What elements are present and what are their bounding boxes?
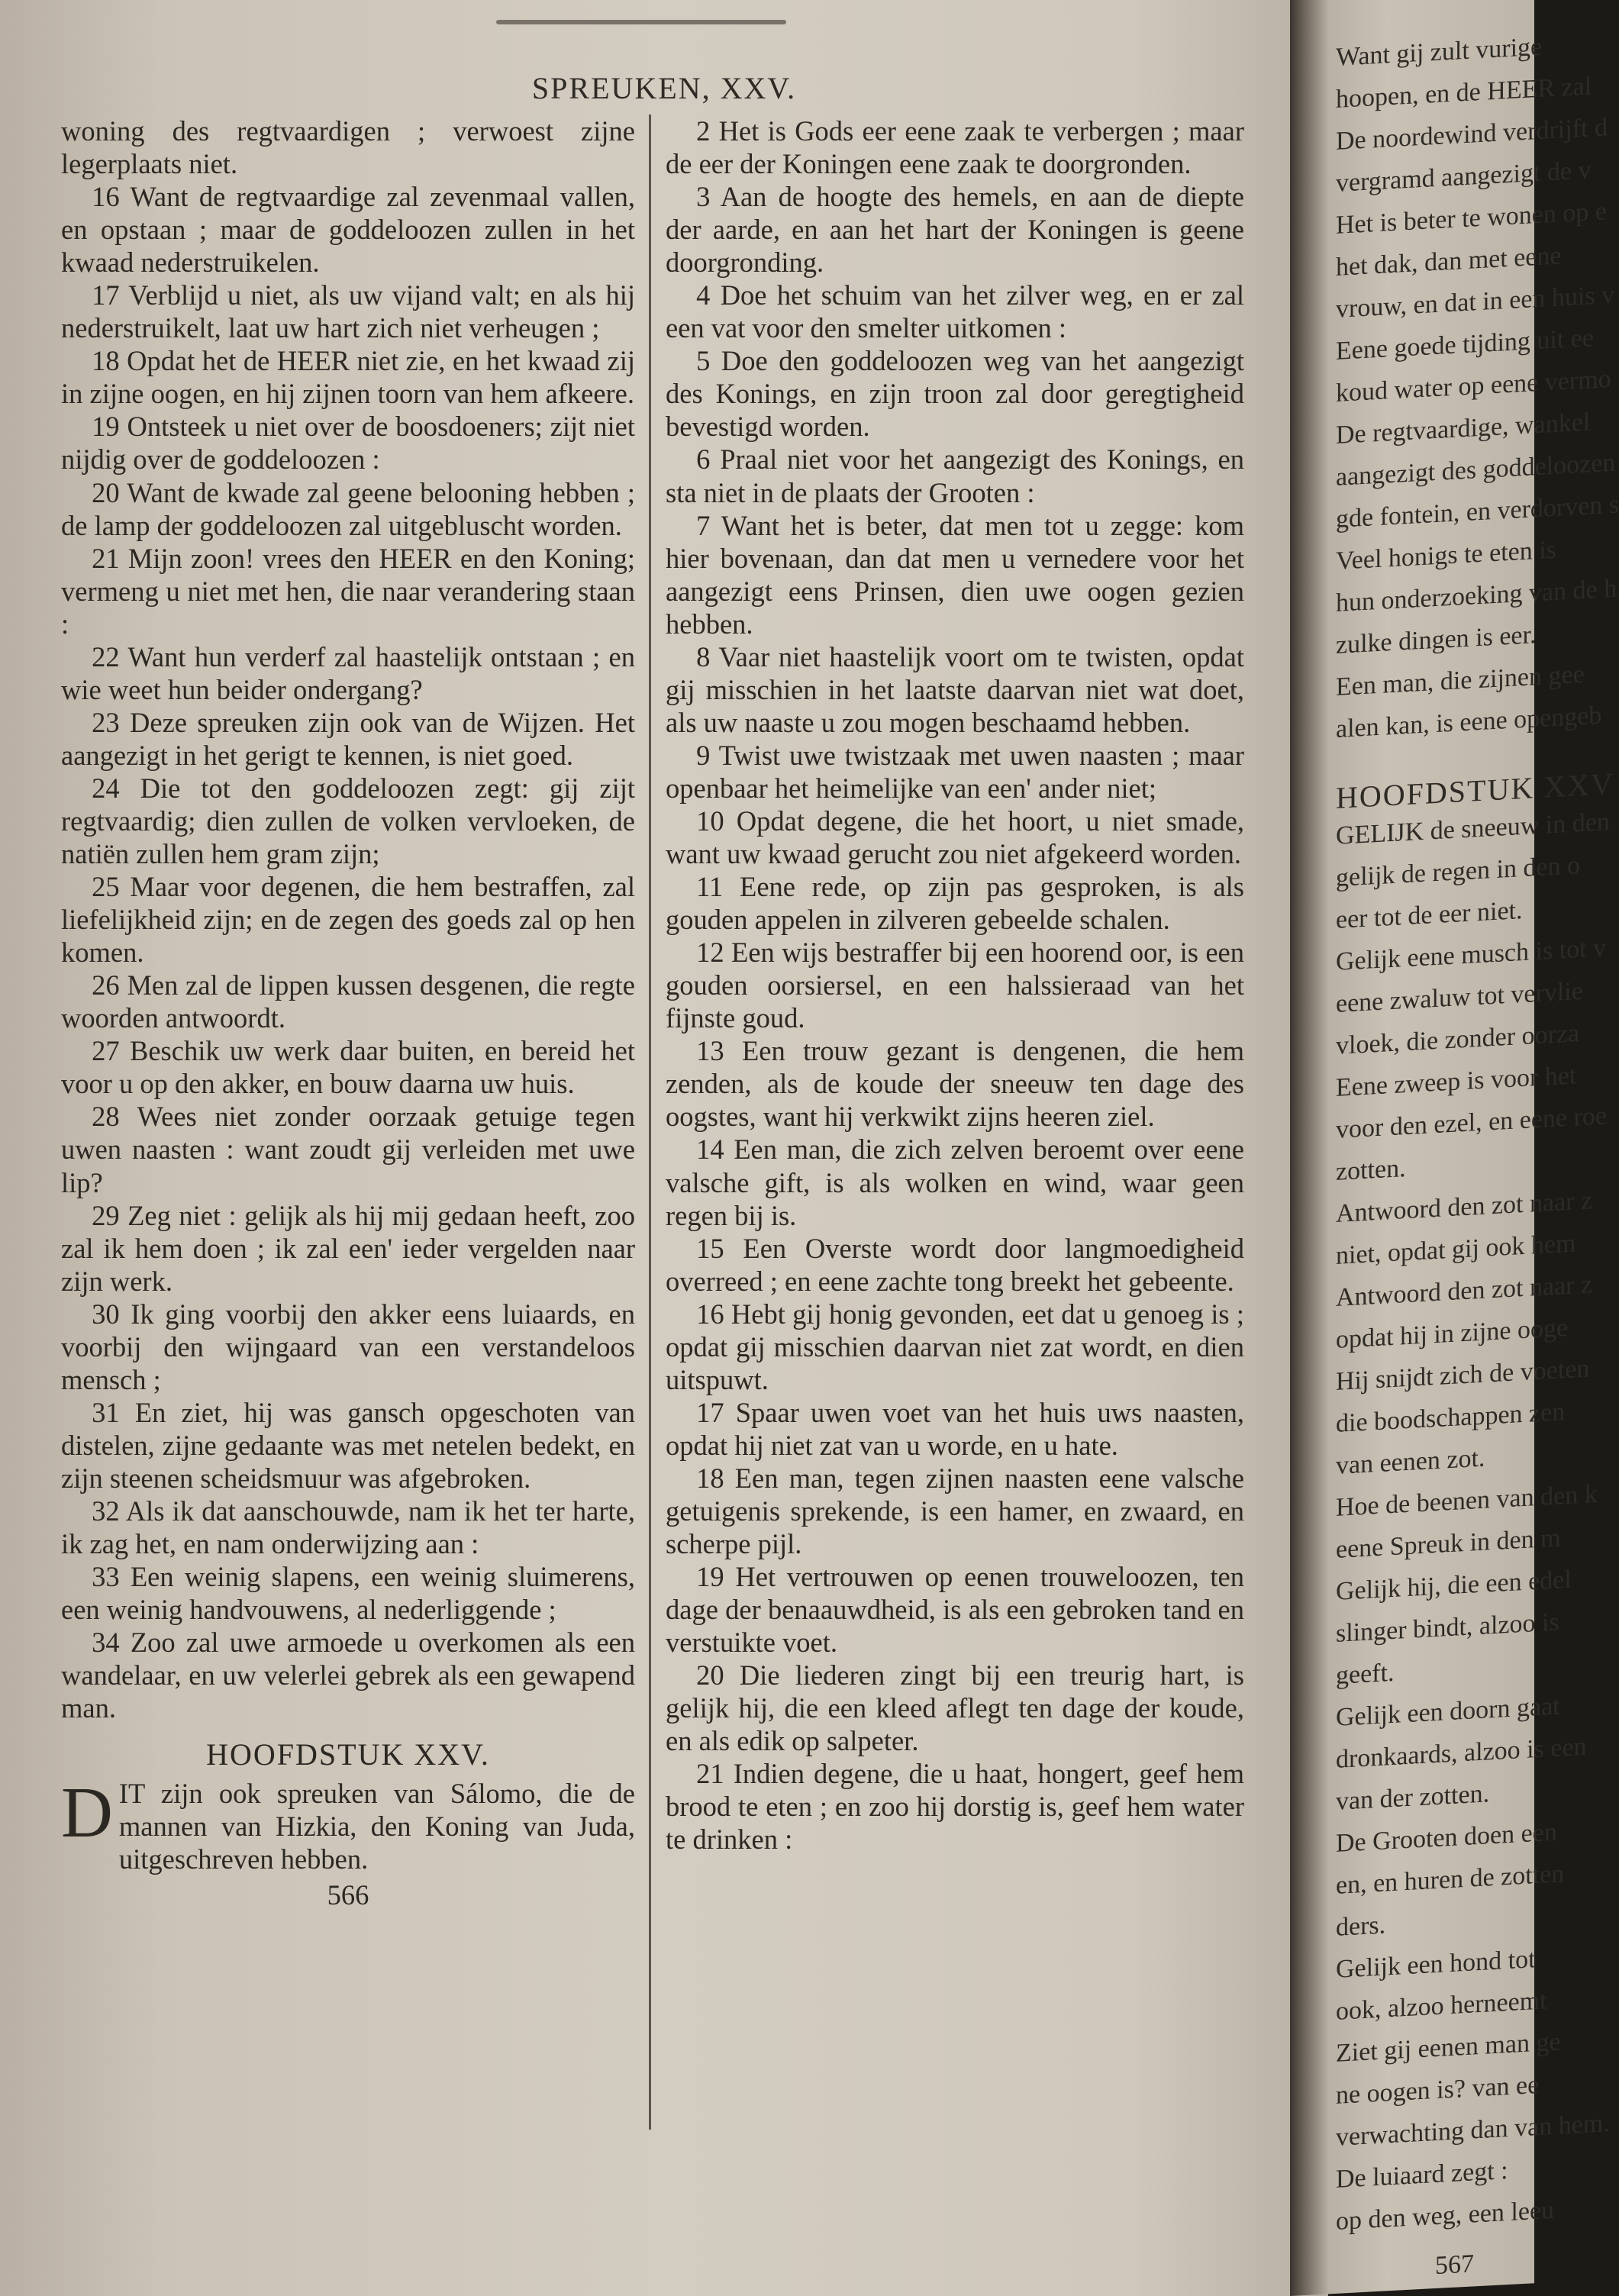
facing-line: ook, alzoo herneemt — [1336, 1986, 1547, 2026]
facing-line: Want gij zult vurige — [1336, 32, 1543, 72]
verse: 27 Beschik uw werk daar buiten, en bereid het voor u op den akker, en bouw daarna uw huis. — [61, 1035, 635, 1100]
facing-line: dronkaards, alzoo is een — [1336, 1732, 1587, 1774]
verse: 15 Een Overste wordt door langmoedigheid overreed ; en eene zachte tong breekt het gebeente. — [666, 1232, 1244, 1297]
facing-line: zulke dingen is eer. — [1336, 621, 1537, 659]
verse: 14 Een man, die zich zelven beroemt over eene valsche gift, is als wolken en wind, waar geen regen bij is. — [666, 1133, 1244, 1231]
facing-line: van eenen zot. — [1336, 1443, 1485, 1480]
facing-line: vergramd aangezigt de v — [1336, 156, 1592, 198]
facing-line: Gelijk een hond tot — [1336, 1945, 1536, 1984]
drop-cap: D — [61, 1773, 113, 1853]
facing-line: Ziet gij eenen man ge — [1336, 2027, 1561, 2068]
facing-line: vloek, die zonder oorza — [1336, 1019, 1580, 1060]
right-verses — [666, 114, 1244, 1856]
verse: 20 Want de kwade zal geene belooning hebben ; de lamp der goddeloozen zal uitgebluscht worden. — [61, 476, 635, 541]
facing-line: gelijk de regen in den o — [1336, 851, 1581, 892]
verse: 13 Een trouw gezant is dengenen, die hem zenden, als de koude der sneeuw ten dage des oogstes, want hij verkwikt zijns heeren ziel. — [666, 1035, 1244, 1133]
chapter-heading: HOOFDSTUK XXV. — [206, 1737, 490, 1772]
verse: 24 Die tot den goddeloozen zegt: gij zijt regtvaardig; dien zullen de volken vervloeken, de natiën zullen hem gram zijn; — [61, 772, 635, 870]
facing-line: voor den ezel, en eene roe — [1336, 1101, 1607, 1144]
left-verses — [61, 114, 635, 1724]
facing-line: alen kan, is eene opengeb — [1336, 701, 1602, 743]
verse: 19 Ontsteek u niet over de boosdoeners; zijt niet nijdig over de goddeloozen : — [61, 411, 635, 476]
verse: 22 Want hun verderf zal haastelijk ontstaan ; en wie weet hun beider ondergang? — [61, 640, 635, 705]
verse: 32 Als ik dat aanschouwde, nam ik het ter harte, ik zag het, en nam onderwijzing aan : — [61, 1495, 635, 1560]
facing-line: hoopen, en de HEER zal — [1336, 72, 1592, 114]
facing-line: op den weg, een leeu — [1336, 2195, 1555, 2236]
facing-line: en, en huren de zotten — [1336, 1859, 1565, 1900]
verse: 33 Een weinig slapens, een weinig sluimerens, een weinig handvouwens, al nederliggende ; — [61, 1561, 635, 1626]
facing-line: opdat hij in zijne ooge — [1336, 1313, 1569, 1354]
chapter-opening — [61, 1773, 635, 1875]
verse: 17 Spaar uwen voet van het huis uws naasten, opdat hij niet zat van u worde, en u hate. — [666, 1396, 1244, 1461]
verse: 23 Deze spreuken zijn ook van de Wijzen. Het aangezigt in het gerigt te kennen, is niet goed. — [61, 706, 635, 771]
verse: 16 Hebt gij honig gevonden, eet dat u genoeg is ; opdat gij misschien daarvan niet zat wordt, en dien uitspuwt. — [666, 1298, 1244, 1395]
running-head: SPREUKEN, XXV. — [531, 71, 797, 105]
verse: 3 Aan de hoogte des hemels, en aan de diepte der aarde, en aan het hart der Koningen is geene doorgronding. — [666, 181, 1244, 279]
facing-line: Gelijk eene musch is tot v — [1336, 934, 1607, 976]
facing-line: het dak, dan met eene — [1336, 241, 1562, 282]
facing-line: geeft. — [1336, 1658, 1395, 1690]
verse: 16 Want de regtvaardige zal zevenmaal vallen, en opstaan ; maar de goddeloozen zullen in het kwaad nederstruikelen. — [61, 181, 635, 279]
facing-line: eene Spreuk in den m — [1336, 1524, 1561, 1564]
verse: 19 Het vertrouwen op eenen trouweloozen, ten dage der benaauwdheid, is als een gebroken tand en verstuikte voet. — [666, 1561, 1244, 1659]
facing-line: Het is beter te wonen op e — [1336, 197, 1607, 240]
header-rule — [496, 20, 786, 24]
verse: 2 Het is Gods eer eene zaak te verbergen ; maar de eer der Koningen eene zaak te doorgronden. — [666, 115, 1244, 180]
verse: 30 Ik ging voorbij den akker eens luiaards, en voorbij den wijngaard van een verstandeloos mensch ; — [61, 1298, 635, 1395]
facing-line: Eene zweep is voor het — [1336, 1061, 1577, 1102]
right-column — [666, 114, 1244, 1856]
facing-line: De noordewind verdrijft d — [1336, 113, 1608, 156]
verse: 26 Men zal de lippen kussen desgenen, die regte woorden antwoordt. — [61, 969, 635, 1034]
page-number: 566 — [327, 1879, 369, 1911]
facing-line: Antwoord den zot naar z — [1336, 1270, 1593, 1312]
verse: 31 En ziet, hij was gansch opgeschoten van distelen, zijne gedaante was met netelen bedekt, en zijn steenen scheidsmuur was afgebroken. — [61, 1396, 635, 1494]
verse: 28 Wees niet zonder oorzaak getuige tegen uwen naasten : want zoudt gij verleiden met uwe lip? — [61, 1101, 635, 1198]
verse: 21 Indien degene, die u haat, hongert, geef hem brood te eten ; en zoo hij dorstig is, geef hem water te drinken : — [666, 1758, 1244, 1856]
facing-line: koud water op eene vermo — [1336, 364, 1611, 408]
facing-line: eene zwaluw tot vervlie — [1336, 976, 1583, 1018]
verse: 6 Praal niet voor het aangezigt des Konings, en sta niet in de plaats der Grooten : — [666, 443, 1244, 508]
facing-line: vrouw, en dat in een huis v — [1336, 280, 1615, 324]
facing-line: Gelijk hij, die een edel — [1336, 1565, 1572, 1606]
verse: 25 Maar voor degenen, die hem bestraffen, zal liefelijkheid zijn; en de zegen des goeds zal op hen komen. — [61, 871, 635, 969]
facing-page — [1290, 0, 1619, 2296]
chapter-opening-text: IT zijn ook spreuken van Sálomo, die de mannen van Hizkia, den Koning van Juda, uitgeschreven hebben. — [118, 1778, 635, 1875]
verse: 12 Een wijs bestraffer bij een hoorend oor, is een gouden oorsiersel, en een halssieraad van het fijnste goud. — [666, 937, 1244, 1034]
verse: 8 Vaar niet haastelijk voort om te twisten, opdat gij misschien in het laatste daarvan niet wat doet, als uw naaste u zou mogen beschaamd hebben. — [666, 640, 1244, 738]
facing-line: slinger bindt, alzoo is — [1336, 1608, 1559, 1648]
facing-line: aangezigt des goddeloozen — [1336, 448, 1616, 492]
facing-page-number: 567 — [1435, 2249, 1474, 2281]
facing-line: Hij snijdt zich de voeten — [1336, 1354, 1590, 1396]
facing-line: zotten. — [1336, 1154, 1406, 1186]
verse: 9 Twist uwe twistzaak met uwen naasten ; maar openbaar het heimelijke van een' ander niet; — [666, 739, 1244, 804]
verse: 11 Eene rede, op zijn pas gesproken, is als gouden appelen in zilveren gebeelde schalen. — [666, 871, 1244, 936]
facing-line: Een man, die zijnen gee — [1336, 659, 1585, 701]
facing-line: verwachting dan van hem. — [1336, 2109, 1610, 2152]
verse: woning des regtvaardigen ; verwoest zijne legerplaats niet. — [61, 115, 635, 180]
facing-line: De regtvaardige, wankel — [1336, 408, 1591, 450]
facing-line: Veel honigs te eten is — [1336, 535, 1556, 576]
verse: 20 Die liederen zingt bij een treurig hart, is gelijk hij, die een kleed aflegt ten dage der koude, en als edik op salpeter. — [666, 1659, 1244, 1757]
verse: 10 Opdat degene, die het hoort, u niet smade, want uw kwaad gerucht zou niet afgekeerd worden. — [666, 805, 1244, 870]
verse: 21 Mijn zoon! vrees den HEER en den Koning; vermeng u niet met hen, die naar verandering staan : — [61, 542, 635, 640]
verse: 7 Want het is beter, dat men tot u zegge: kom hier bovenaan, dan dat men u vernedere voor het aangezigt eens Prinsen, dien uwe oogen gezien hebben. — [666, 509, 1244, 640]
verse: 17 Verblijd u niet, als uw vijand valt; en als hij nederstruikelt, laat uw hart zich niet verheugen ; — [61, 279, 635, 344]
facing-line: De Grooten doen een — [1336, 1817, 1557, 1858]
facing-line: ne oogen is? van ee — [1336, 2070, 1540, 2110]
verse: 18 Opdat het de HEER niet zie, en het kwaad zij in zijne oogen, en hij zijnen toorn van hem afkeere. — [61, 345, 635, 410]
facing-line: GELIJK de sneeuw in den — [1336, 808, 1610, 850]
facing-line: gde fontein, en verdorven s — [1336, 490, 1619, 534]
facing-line: HOOFDSTUK XXV — [1336, 766, 1614, 815]
facing-line: hun onderzoeking van de h — [1336, 574, 1617, 618]
verse: 34 Zoo zal uwe armoede u overkomen als een wandelaar, en uw velerlei gebrek als een gewapend man. — [61, 1627, 635, 1724]
column-divider — [649, 114, 651, 2130]
facing-line: die boodschappen zen — [1336, 1398, 1566, 1438]
verse: 29 Zeg niet : gelijk als hij mij gedaan heeft, zoo zal ik hem doen ; ik zal een' ieder vergelden naar zijn werk. — [61, 1199, 635, 1297]
verse: 5 Doe den goddeloozen weg van het aangezigt des Konings, en zijn troon zal door geregtigheid bevestigd worden. — [666, 345, 1244, 443]
facing-line: Antwoord den zot naar z — [1336, 1186, 1593, 1228]
facing-line: eer tot de eer niet. — [1336, 896, 1523, 934]
facing-line: Eene goede tijding uit ee — [1336, 324, 1594, 366]
facing-line: Hoe de beenen van den k — [1336, 1479, 1598, 1522]
facing-line: Gelijk een doorn gaat — [1336, 1691, 1560, 1732]
verse: 18 Een man, tegen zijnen naasten eene valsche getuigenis sprekende, is een hamer, en zwaard, en scherpe pijl. — [666, 1462, 1244, 1560]
facing-line: niet, opdat gij ook hem — [1336, 1229, 1576, 1270]
facing-line: van der zotten. — [1336, 1779, 1490, 1816]
verse: 4 Doe het schuim van het zilver weg, en er zal een vat voor den smelter uitkomen : — [666, 279, 1244, 344]
left-column — [61, 114, 635, 1912]
facing-line: ders. — [1336, 1911, 1386, 1942]
facing-line: De luiaard zegt : — [1336, 2156, 1508, 2194]
